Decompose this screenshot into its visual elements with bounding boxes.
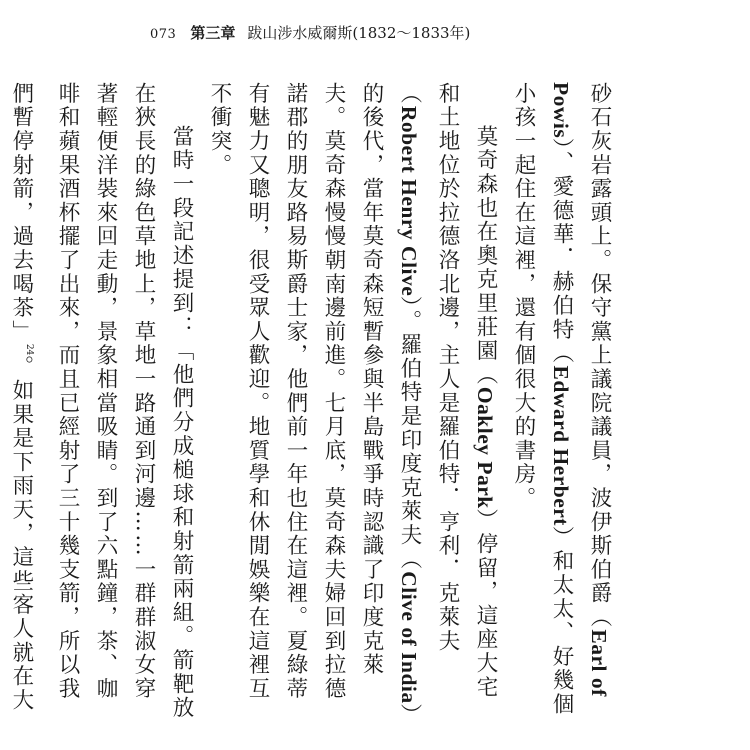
p2-latin-1: Oakley Park [473, 386, 497, 509]
p2-latin-3: Clive of India [397, 571, 421, 704]
paragraph-2 [200, 82, 504, 722]
p2-text-1: 莫奇森也在奧克里莊園（ [473, 125, 498, 387]
running-header [150, 22, 470, 43]
vertical-body-text [8, 82, 618, 722]
p1-text-3: ）和太太、好幾個小孩一起住在這裡，還有個很大的書房。 [511, 82, 574, 717]
p3-text-2: 。如果是下雨天，這些客人就在大 [8, 355, 34, 713]
p1-text-2: ）、愛德華．赫伯特（ [549, 138, 574, 366]
p2-latin-2: Robert Henry Clive [397, 105, 421, 297]
chapter-title: 跋山涉水威爾斯(1832～1833年) [247, 24, 471, 42]
p1-latin-2: Edward Herbert [549, 365, 573, 526]
page-number: 073 [150, 27, 177, 42]
chapter-label: 第三章 [190, 24, 236, 42]
p1-text-1: 砂石灰岩露頭上。保守黨上議院議員，波伊斯伯爵（ [587, 82, 612, 630]
paragraph-3 [0, 82, 200, 722]
p1-latin-1: Earl of Powis [549, 82, 611, 697]
p2-text-4: ）的後代，當年莫奇森短暫參與半島戰爭時認識了印度克萊夫。莫奇森慢慢朝南邊前進。七月底，莫奇森夫婦回到拉德諾郡的朋友路易斯爵士家，他們前一年也住在這裡。夏綠蒂有魅力又聰明，很受眾人歡迎。地質學和休閒娛樂在這裡互不衝突。 [207, 82, 422, 717]
p2-text-2: ）停留，這座大宅和土地位於拉德洛北邊，主人是羅伯特．亨利．克萊夫（ [397, 82, 498, 700]
p2-text-3: ）。羅伯特是印度克萊夫（ [397, 296, 422, 572]
paragraph-1 [504, 82, 618, 722]
p3-text-1: 當時一段記述提到：「他們分成槌球和射箭兩組。箭靶放在狹長的綠色草地上，草地一路通到河邊……一群群淑女穿著輕便洋裝來回走動，景象相當吸睛。到了六點鐘，茶、咖啡和蘋果酒杯擺了出來，而且已經射了三十幾支箭，所以我們暫停射箭，過去喝茶」 [8, 82, 194, 720]
footnote-ref-24[interactable]: 24 [24, 343, 34, 356]
